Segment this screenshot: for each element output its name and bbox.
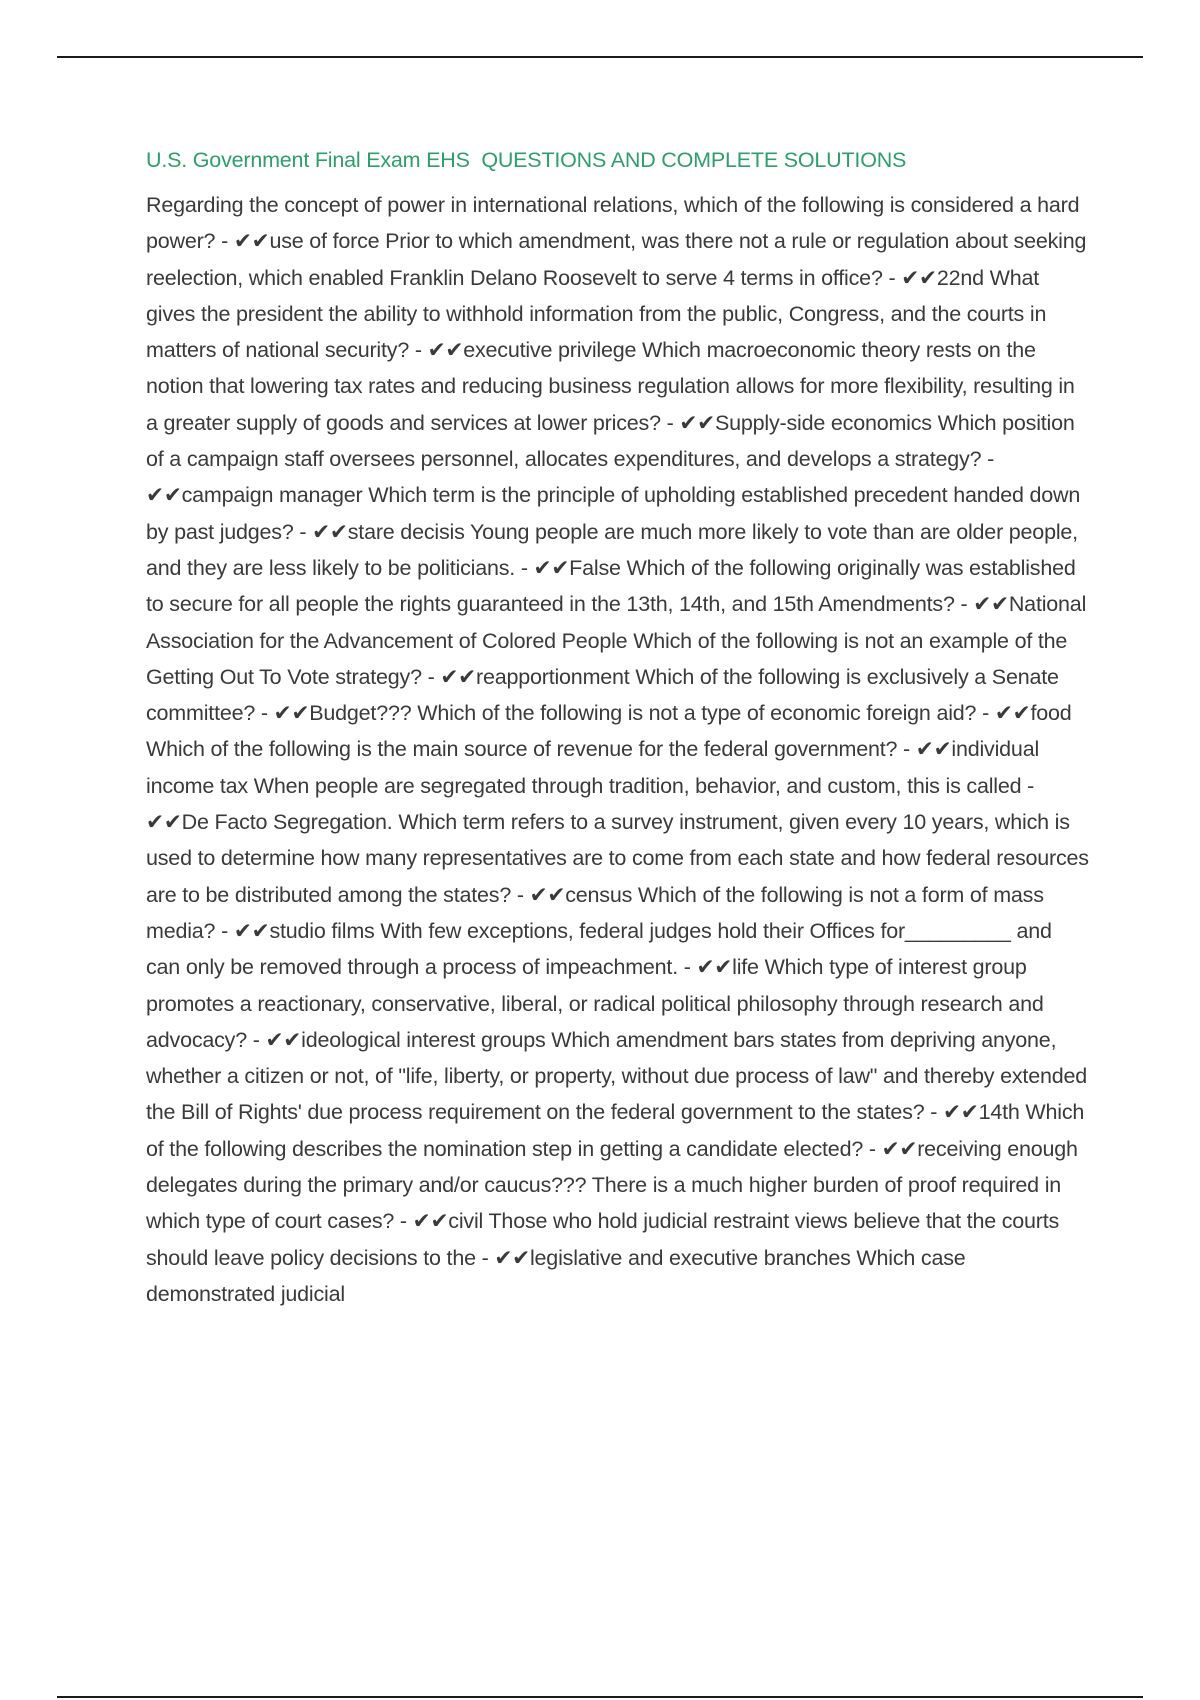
document-title: U.S. Government Final Exam EHS QUESTIONS AND COMPLETE SOLUTIONS xyxy=(146,148,907,172)
top-rule xyxy=(57,56,1143,58)
document-content xyxy=(146,145,1090,1312)
document-body-text: Regarding the concept of power in international relations, which of the following is considered a hard power? - ✔✔use of force Prior to which amendment, was there not a rule or regulation about seeking reelection, which enabled Franklin Delano Roosevelt to serve 4 terms in office? - ✔✔22nd What gives the president the ability to withhold information from the public, Congress, and the courts in matters of national security? - ✔✔executive privilege Which macroeconomic theory rests on the notion that lowering tax rates and reducing business regulation allows for more flexibility, resulting in a greater supply of goods and services at lower prices? - ✔✔Supply-side economics Which position of a campaign staff oversees personnel, allocates expenditures, and develops a strategy? - ✔✔campaign manager Which term is the principle of upholding established precedent handed down by past judges? - ✔✔stare decisis Young people are much more likely to vote than are older people, and they are less likely to be politicians. - ✔✔False Which of the following originally was established to secure for all people the rights guaranteed in the 13th, 14th, and 15th Amendments? - ✔✔National Association for the Advancement of Colored People Which of the following is not an example of the Getting Out To Vote strategy? - ✔✔reapportionment Which of the following is exclusively a Senate committee? - ✔✔Budget??? Which of the following is not a type of economic foreign aid? - ✔✔food Which of the following is the main source of revenue for the federal government? - ✔✔individual income tax When people are segregated through tradition, behavior, and custom, this is called - ✔✔De Facto Segregation. Which term refers to a survey instrument, given every 10 years, which is used to determine how many representatives are to come from each state and how federal resources are to be distributed among the states? - ✔✔census Which of the following is not a form of mass media? - ✔✔studio films With few exceptions, federal judges hold their Offices for_________ and can only be removed through a process of impeachment. - ✔✔life Which type of interest group promotes a reactionary, conservative, liberal, or radical political philosophy through research and advocacy? - ✔✔ideological interest groups Which amendment bars states from depriving anyone, whether a citizen or not, of "life, liberty, or property, without due process of law" and thereby extended the Bill of Rights' due process requirement on the federal government to the states? - ✔✔14th Which of the following describes the nomination step in getting a candidate elected? - ✔✔receiving enough delegates during the primary and/or caucus??? There is a much higher burden of proof required in which type of court cases? - ✔✔civil Those who hold judicial restraint views believe that the courts should leave policy decisions to the - ✔✔legislative and executive branches Which case demonstrated judicial xyxy=(146,193,1089,1306)
bottom-rule xyxy=(57,1696,1143,1698)
